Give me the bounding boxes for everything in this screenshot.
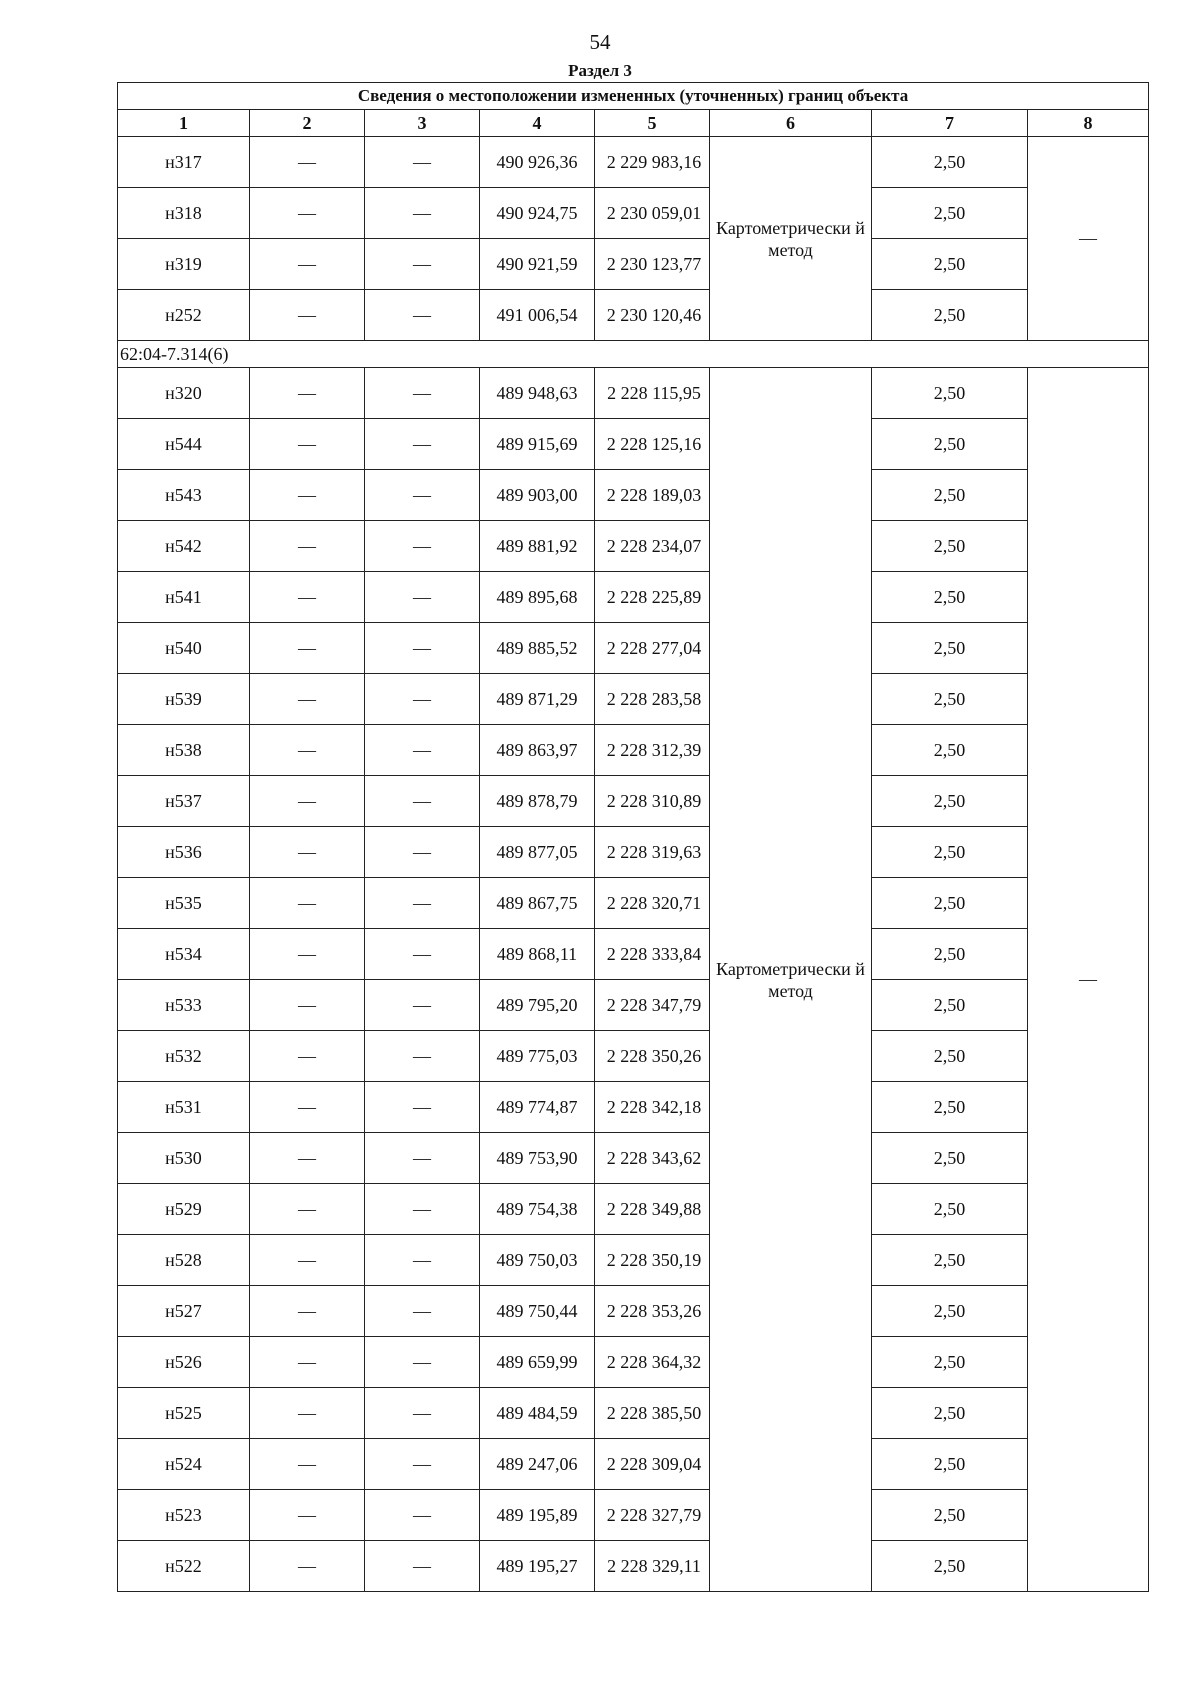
x-coordinate-cell: 489 774,87 bbox=[480, 1082, 595, 1133]
x-coordinate-cell: 489 775,03 bbox=[480, 1031, 595, 1082]
accuracy-cell: 2,50 bbox=[872, 521, 1028, 572]
accuracy-cell: 2,50 bbox=[872, 1337, 1028, 1388]
point-name-cell: н527 bbox=[118, 1286, 250, 1337]
page-number: 54 bbox=[589, 30, 611, 54]
column-2-cell: — bbox=[250, 1133, 365, 1184]
column-2-cell: — bbox=[250, 1235, 365, 1286]
method-cell: Картометрически й метод bbox=[710, 368, 872, 1592]
column-3-cell: — bbox=[365, 623, 480, 674]
table-row bbox=[118, 470, 1149, 521]
y-coordinate-cell: 2 228 283,58 bbox=[595, 674, 710, 725]
column-3-cell: — bbox=[365, 1541, 480, 1592]
column-3-cell: — bbox=[365, 572, 480, 623]
point-name-cell: н541 bbox=[118, 572, 250, 623]
table-row bbox=[118, 188, 1149, 239]
y-coordinate-cell: 2 228 115,95 bbox=[595, 368, 710, 419]
column-header-row bbox=[118, 110, 1149, 137]
column-2-cell: — bbox=[250, 1388, 365, 1439]
column-2-cell: — bbox=[250, 470, 365, 521]
table-row bbox=[118, 1133, 1149, 1184]
y-coordinate-cell: 2 228 329,11 bbox=[595, 1541, 710, 1592]
column-2-cell: — bbox=[250, 674, 365, 725]
column-2-cell: — bbox=[250, 725, 365, 776]
point-name-cell: н319 bbox=[118, 239, 250, 290]
x-coordinate-cell: 489 878,79 bbox=[480, 776, 595, 827]
y-coordinate-cell: 2 228 350,26 bbox=[595, 1031, 710, 1082]
column-header: 2 bbox=[250, 110, 365, 137]
table-row bbox=[118, 572, 1149, 623]
column-3-cell: — bbox=[365, 674, 480, 725]
column-2-cell: — bbox=[250, 1031, 365, 1082]
column-header: 1 bbox=[118, 110, 250, 137]
column-2-cell: — bbox=[250, 368, 365, 419]
table-row bbox=[118, 239, 1149, 290]
table-row bbox=[118, 1235, 1149, 1286]
accuracy-cell: 2,50 bbox=[872, 470, 1028, 521]
table-row bbox=[118, 929, 1149, 980]
accuracy-cell: 2,50 bbox=[872, 1031, 1028, 1082]
accuracy-cell: 2,50 bbox=[872, 1082, 1028, 1133]
column-2-cell: — bbox=[250, 521, 365, 572]
y-coordinate-cell: 2 228 353,26 bbox=[595, 1286, 710, 1337]
accuracy-cell: 2,50 bbox=[872, 776, 1028, 827]
accuracy-cell: 2,50 bbox=[872, 623, 1028, 674]
x-coordinate-cell: 490 924,75 bbox=[480, 188, 595, 239]
column-3-cell: — bbox=[365, 1490, 480, 1541]
point-name-cell: н526 bbox=[118, 1337, 250, 1388]
accuracy-cell: 2,50 bbox=[872, 1184, 1028, 1235]
y-coordinate-cell: 2 230 059,01 bbox=[595, 188, 710, 239]
point-name-cell: н530 bbox=[118, 1133, 250, 1184]
point-name-cell: н528 bbox=[118, 1235, 250, 1286]
table-row bbox=[118, 878, 1149, 929]
table-row bbox=[118, 368, 1149, 419]
table-row bbox=[118, 1541, 1149, 1592]
point-name-cell: н252 bbox=[118, 290, 250, 341]
x-coordinate-cell: 489 750,44 bbox=[480, 1286, 595, 1337]
accuracy-cell: 2,50 bbox=[872, 368, 1028, 419]
y-coordinate-cell: 2 228 327,79 bbox=[595, 1490, 710, 1541]
accuracy-cell: 2,50 bbox=[872, 1388, 1028, 1439]
column-2-cell: — bbox=[250, 1439, 365, 1490]
table-row bbox=[118, 674, 1149, 725]
column-3-cell: — bbox=[365, 929, 480, 980]
point-name-cell: н522 bbox=[118, 1541, 250, 1592]
table-row bbox=[118, 623, 1149, 674]
column-3-cell: — bbox=[365, 827, 480, 878]
table-row bbox=[118, 419, 1149, 470]
column-2-cell: — bbox=[250, 239, 365, 290]
column-3-cell: — bbox=[365, 1337, 480, 1388]
table-row bbox=[118, 776, 1149, 827]
y-coordinate-cell: 2 228 343,62 bbox=[595, 1133, 710, 1184]
y-coordinate-cell: 2 228 320,71 bbox=[595, 878, 710, 929]
column-2-cell: — bbox=[250, 878, 365, 929]
point-name-cell: н524 bbox=[118, 1439, 250, 1490]
table-row bbox=[118, 1439, 1149, 1490]
table-row bbox=[118, 980, 1149, 1031]
accuracy-cell: 2,50 bbox=[872, 725, 1028, 776]
point-name-cell: н534 bbox=[118, 929, 250, 980]
y-coordinate-cell: 2 228 350,19 bbox=[595, 1235, 710, 1286]
accuracy-cell: 2,50 bbox=[872, 674, 1028, 725]
column-2-cell: — bbox=[250, 290, 365, 341]
accuracy-cell: 2,50 bbox=[872, 188, 1028, 239]
table-row bbox=[118, 1286, 1149, 1337]
x-coordinate-cell: 490 926,36 bbox=[480, 137, 595, 188]
point-name-cell: н535 bbox=[118, 878, 250, 929]
x-coordinate-cell: 489 895,68 bbox=[480, 572, 595, 623]
x-coordinate-cell: 489 915,69 bbox=[480, 419, 595, 470]
boundary-coordinates-table bbox=[117, 82, 1149, 1592]
y-coordinate-cell: 2 228 364,32 bbox=[595, 1337, 710, 1388]
y-coordinate-cell: 2 228 319,63 bbox=[595, 827, 710, 878]
point-name-cell: н542 bbox=[118, 521, 250, 572]
x-coordinate-cell: 489 195,89 bbox=[480, 1490, 595, 1541]
column-3-cell: — bbox=[365, 188, 480, 239]
column-3-cell: — bbox=[365, 239, 480, 290]
column-3-cell: — bbox=[365, 878, 480, 929]
y-coordinate-cell: 2 228 277,04 bbox=[595, 623, 710, 674]
x-coordinate-cell: 489 753,90 bbox=[480, 1133, 595, 1184]
y-coordinate-cell: 2 228 349,88 bbox=[595, 1184, 710, 1235]
column-8-cell: — bbox=[1028, 137, 1149, 341]
table-row bbox=[118, 1388, 1149, 1439]
point-name-cell: н532 bbox=[118, 1031, 250, 1082]
point-name-cell: н525 bbox=[118, 1388, 250, 1439]
column-3-cell: — bbox=[365, 1031, 480, 1082]
accuracy-cell: 2,50 bbox=[872, 1541, 1028, 1592]
x-coordinate-cell: 489 754,38 bbox=[480, 1184, 595, 1235]
column-2-cell: — bbox=[250, 419, 365, 470]
point-name-cell: н543 bbox=[118, 470, 250, 521]
column-2-cell: — bbox=[250, 1082, 365, 1133]
point-name-cell: н320 bbox=[118, 368, 250, 419]
accuracy-cell: 2,50 bbox=[872, 1133, 1028, 1184]
point-name-cell: н538 bbox=[118, 725, 250, 776]
table-row bbox=[118, 1031, 1149, 1082]
point-name-cell: н536 bbox=[118, 827, 250, 878]
column-header: 3 bbox=[365, 110, 480, 137]
x-coordinate-cell: 489 903,00 bbox=[480, 470, 595, 521]
table-row bbox=[118, 725, 1149, 776]
column-2-cell: — bbox=[250, 137, 365, 188]
y-coordinate-cell: 2 228 347,79 bbox=[595, 980, 710, 1031]
x-coordinate-cell: 489 881,92 bbox=[480, 521, 595, 572]
x-coordinate-cell: 491 006,54 bbox=[480, 290, 595, 341]
x-coordinate-cell: 489 867,75 bbox=[480, 878, 595, 929]
x-coordinate-cell: 489 750,03 bbox=[480, 1235, 595, 1286]
column-2-cell: — bbox=[250, 1184, 365, 1235]
column-2-cell: — bbox=[250, 1337, 365, 1388]
column-3-cell: — bbox=[365, 290, 480, 341]
table-row bbox=[118, 1184, 1149, 1235]
y-coordinate-cell: 2 230 120,46 bbox=[595, 290, 710, 341]
column-3-cell: — bbox=[365, 1082, 480, 1133]
table-row bbox=[118, 521, 1149, 572]
y-coordinate-cell: 2 228 225,89 bbox=[595, 572, 710, 623]
accuracy-cell: 2,50 bbox=[872, 290, 1028, 341]
column-2-cell: — bbox=[250, 1541, 365, 1592]
column-2-cell: — bbox=[250, 1286, 365, 1337]
accuracy-cell: 2,50 bbox=[872, 239, 1028, 290]
column-2-cell: — bbox=[250, 980, 365, 1031]
accuracy-cell: 2,50 bbox=[872, 827, 1028, 878]
column-3-cell: — bbox=[365, 1184, 480, 1235]
accuracy-cell: 2,50 bbox=[872, 980, 1028, 1031]
point-name-cell: н531 bbox=[118, 1082, 250, 1133]
point-name-cell: н317 bbox=[118, 137, 250, 188]
point-name-cell: н540 bbox=[118, 623, 250, 674]
x-coordinate-cell: 489 659,99 bbox=[480, 1337, 595, 1388]
point-name-cell: н544 bbox=[118, 419, 250, 470]
table-caption-row bbox=[118, 83, 1149, 110]
point-name-cell: н529 bbox=[118, 1184, 250, 1235]
point-name-cell: н537 bbox=[118, 776, 250, 827]
column-3-cell: — bbox=[365, 521, 480, 572]
y-coordinate-cell: 2 229 983,16 bbox=[595, 137, 710, 188]
accuracy-cell: 2,50 bbox=[872, 1235, 1028, 1286]
group-label-row bbox=[118, 341, 1149, 368]
y-coordinate-cell: 2 230 123,77 bbox=[595, 239, 710, 290]
x-coordinate-cell: 490 921,59 bbox=[480, 239, 595, 290]
column-2-cell: — bbox=[250, 929, 365, 980]
table-body bbox=[118, 83, 1149, 1592]
column-3-cell: — bbox=[365, 725, 480, 776]
table-row bbox=[118, 827, 1149, 878]
column-3-cell: — bbox=[365, 470, 480, 521]
point-name-cell: н539 bbox=[118, 674, 250, 725]
x-coordinate-cell: 489 885,52 bbox=[480, 623, 595, 674]
y-coordinate-cell: 2 228 342,18 bbox=[595, 1082, 710, 1133]
table-row bbox=[118, 290, 1149, 341]
x-coordinate-cell: 489 247,06 bbox=[480, 1439, 595, 1490]
y-coordinate-cell: 2 228 333,84 bbox=[595, 929, 710, 980]
x-coordinate-cell: 489 877,05 bbox=[480, 827, 595, 878]
table-row bbox=[118, 137, 1149, 188]
table-row bbox=[118, 1082, 1149, 1133]
x-coordinate-cell: 489 484,59 bbox=[480, 1388, 595, 1439]
section-title: Раздел 3 bbox=[568, 61, 632, 80]
x-coordinate-cell: 489 195,27 bbox=[480, 1541, 595, 1592]
accuracy-cell: 2,50 bbox=[872, 1286, 1028, 1337]
column-3-cell: — bbox=[365, 1388, 480, 1439]
column-2-cell: — bbox=[250, 827, 365, 878]
column-2-cell: — bbox=[250, 1490, 365, 1541]
point-name-cell: н318 bbox=[118, 188, 250, 239]
table-row bbox=[118, 1337, 1149, 1388]
table-row bbox=[118, 1490, 1149, 1541]
y-coordinate-cell: 2 228 189,03 bbox=[595, 470, 710, 521]
column-2-cell: — bbox=[250, 776, 365, 827]
accuracy-cell: 2,50 bbox=[872, 878, 1028, 929]
column-3-cell: — bbox=[365, 980, 480, 1031]
x-coordinate-cell: 489 868,11 bbox=[480, 929, 595, 980]
column-3-cell: — bbox=[365, 776, 480, 827]
accuracy-cell: 2,50 bbox=[872, 1439, 1028, 1490]
column-2-cell: — bbox=[250, 623, 365, 674]
column-header: 4 bbox=[480, 110, 595, 137]
x-coordinate-cell: 489 871,29 bbox=[480, 674, 595, 725]
group-label: 62:04-7.314(6) bbox=[118, 341, 1149, 368]
column-header: 7 bbox=[872, 110, 1028, 137]
column-3-cell: — bbox=[365, 137, 480, 188]
accuracy-cell: 2,50 bbox=[872, 1490, 1028, 1541]
column-header: 5 bbox=[595, 110, 710, 137]
column-header: 6 bbox=[710, 110, 872, 137]
column-8-cell: — bbox=[1028, 368, 1149, 1592]
y-coordinate-cell: 2 228 309,04 bbox=[595, 1439, 710, 1490]
x-coordinate-cell: 489 948,63 bbox=[480, 368, 595, 419]
point-name-cell: н523 bbox=[118, 1490, 250, 1541]
y-coordinate-cell: 2 228 310,89 bbox=[595, 776, 710, 827]
y-coordinate-cell: 2 228 385,50 bbox=[595, 1388, 710, 1439]
accuracy-cell: 2,50 bbox=[872, 572, 1028, 623]
accuracy-cell: 2,50 bbox=[872, 929, 1028, 980]
point-name-cell: н533 bbox=[118, 980, 250, 1031]
accuracy-cell: 2,50 bbox=[872, 419, 1028, 470]
column-2-cell: — bbox=[250, 188, 365, 239]
x-coordinate-cell: 489 863,97 bbox=[480, 725, 595, 776]
y-coordinate-cell: 2 228 234,07 bbox=[595, 521, 710, 572]
column-3-cell: — bbox=[365, 1133, 480, 1184]
column-3-cell: — bbox=[365, 1439, 480, 1490]
accuracy-cell: 2,50 bbox=[872, 137, 1028, 188]
column-2-cell: — bbox=[250, 572, 365, 623]
column-3-cell: — bbox=[365, 1286, 480, 1337]
x-coordinate-cell: 489 795,20 bbox=[480, 980, 595, 1031]
column-header: 8 bbox=[1028, 110, 1149, 137]
method-cell: Картометрически й метод bbox=[710, 137, 872, 341]
y-coordinate-cell: 2 228 312,39 bbox=[595, 725, 710, 776]
column-3-cell: — bbox=[365, 1235, 480, 1286]
column-3-cell: — bbox=[365, 368, 480, 419]
y-coordinate-cell: 2 228 125,16 bbox=[595, 419, 710, 470]
column-3-cell: — bbox=[365, 419, 480, 470]
table-caption: Сведения о местоположении измененных (уточненных) границ объекта bbox=[118, 83, 1149, 110]
